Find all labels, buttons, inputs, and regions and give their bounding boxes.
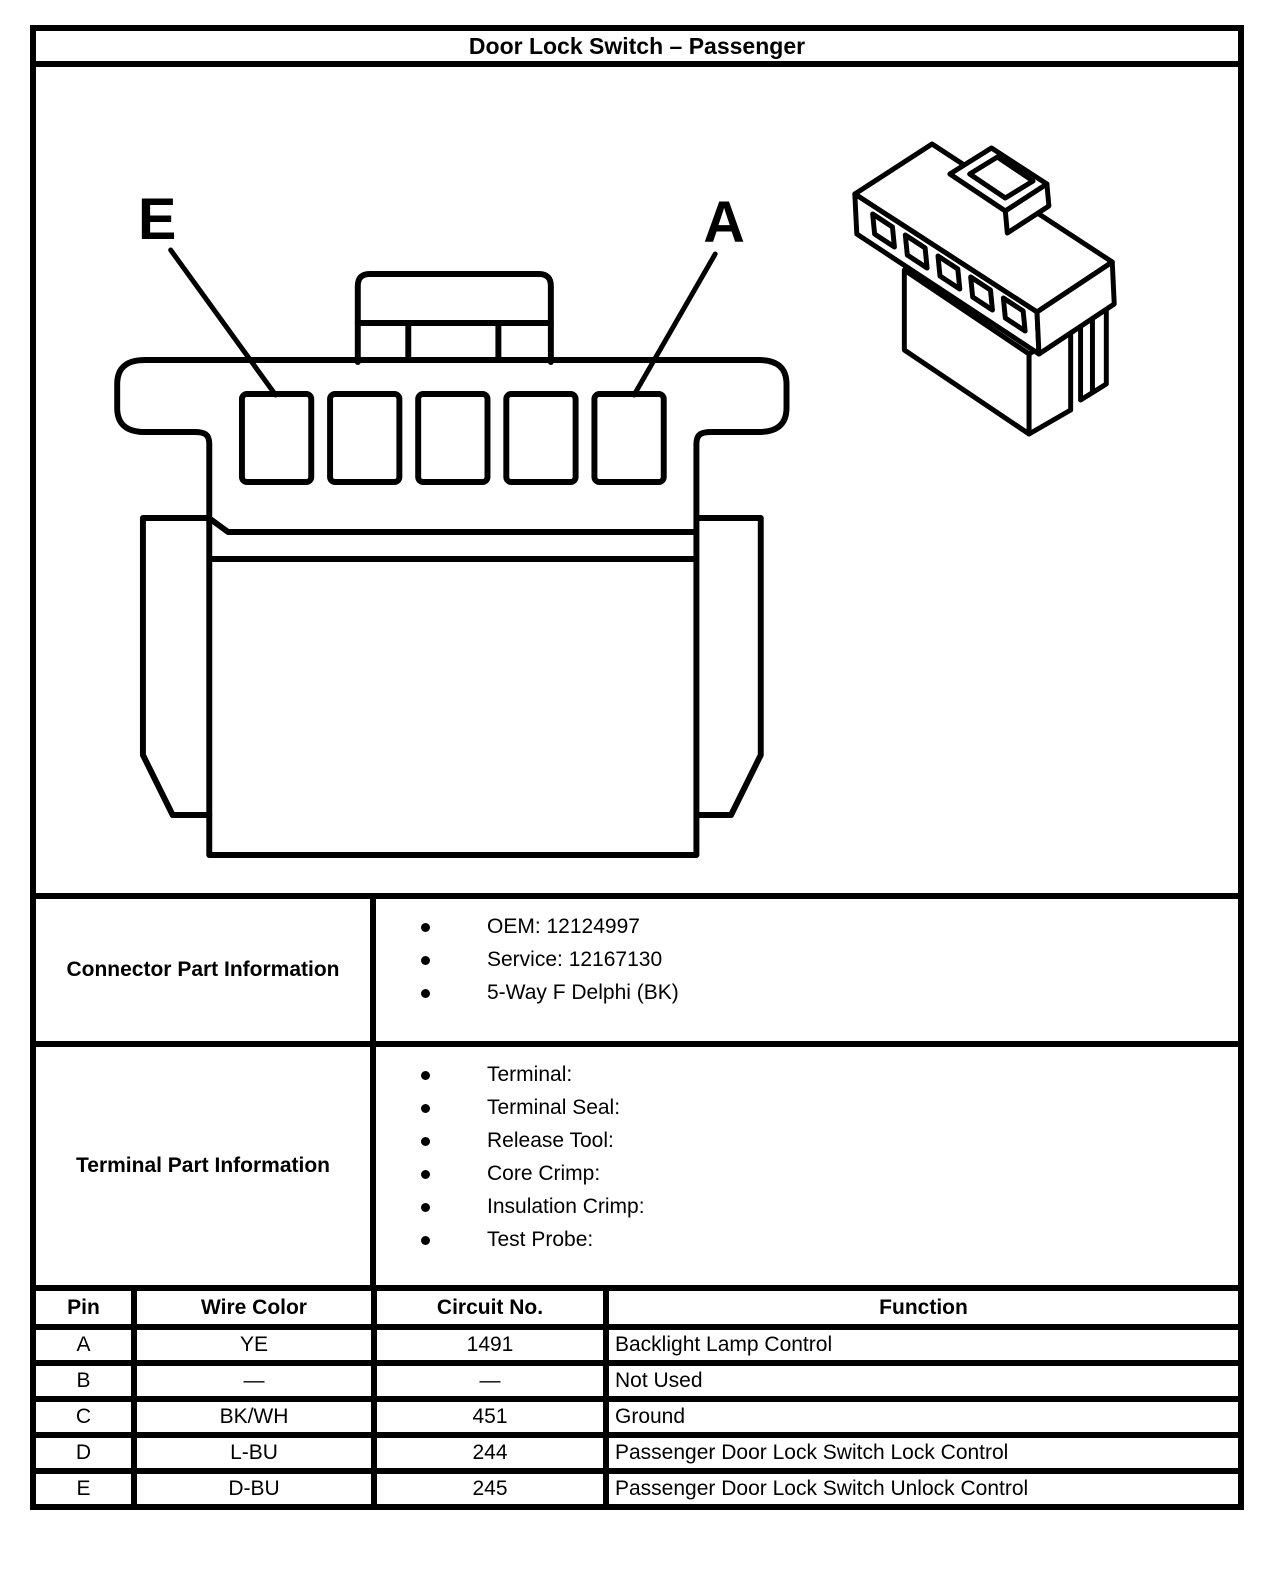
wire-color-cell: D-BU	[134, 1471, 374, 1507]
circuit-cell: 451	[374, 1399, 606, 1435]
list-item: Test Probe:	[377, 1223, 1237, 1256]
connector-body-outline	[117, 360, 786, 855]
side-wing-right	[696, 518, 760, 815]
column-header-pin: Pin	[33, 1288, 134, 1327]
list-item: Terminal Seal:	[377, 1091, 1237, 1124]
latch-tab-outline	[358, 274, 551, 362]
pin-cell: E	[33, 1471, 134, 1507]
wire-color-cell: BK/WH	[134, 1399, 374, 1435]
function-cell: Passenger Door Lock Switch Unlock Control	[606, 1471, 1241, 1507]
page-title: Door Lock Switch – Passenger	[468, 32, 806, 59]
connector-front-view-drawing	[117, 188, 786, 855]
pin-cell: D	[33, 1435, 134, 1471]
terminal-part-info-row	[33, 1044, 1241, 1288]
wire-color-cell: L-BU	[134, 1435, 374, 1471]
column-header-circuit-no: Circuit No.	[374, 1288, 606, 1327]
list-item: Service: 12167130	[377, 943, 1237, 976]
terminal-part-info-label: Terminal Part Information	[33, 1044, 373, 1288]
function-cell: Ground	[606, 1399, 1241, 1435]
table-row	[33, 1471, 1241, 1507]
function-cell: Passenger Door Lock Switch Lock Control	[606, 1435, 1241, 1471]
pinout-table	[30, 1285, 1244, 1510]
page-title-bar	[30, 25, 1244, 67]
connector-part-info-label: Connector Part Information	[33, 896, 373, 1044]
circuit-cell: 245	[374, 1471, 606, 1507]
terminal-slot-c	[418, 394, 487, 482]
list-item: Core Crimp:	[377, 1157, 1237, 1190]
terminal-part-info-content	[373, 1044, 1241, 1288]
terminal-slot-b	[506, 394, 575, 482]
list-item: OEM: 12124997	[377, 910, 1237, 943]
connector-part-info-list	[377, 910, 1237, 1009]
table-row	[33, 1399, 1241, 1435]
pin-cell: C	[33, 1399, 134, 1435]
pin-cell: A	[33, 1327, 134, 1363]
connector-diagram	[36, 67, 1238, 893]
pin-a-label: A	[703, 190, 745, 256]
pin-e-label: E	[137, 187, 177, 253]
side-wing-left	[143, 518, 209, 815]
terminal-slot-d	[330, 394, 399, 482]
terminal-part-info-list	[377, 1058, 1237, 1256]
function-cell: Backlight Lamp Control	[606, 1327, 1241, 1363]
terminal-slot-a	[594, 394, 663, 482]
list-item: Release Tool:	[377, 1124, 1237, 1157]
column-header-wire-color: Wire Color	[134, 1288, 374, 1327]
wire-color-cell: —	[134, 1363, 374, 1399]
function-cell: Not Used	[606, 1363, 1241, 1399]
list-item: Insulation Crimp:	[377, 1190, 1237, 1223]
circuit-cell: 1491	[374, 1327, 606, 1363]
list-item: Terminal:	[377, 1058, 1237, 1091]
list-item: 5-Way F Delphi (BK)	[377, 976, 1237, 1009]
circuit-cell: —	[374, 1363, 606, 1399]
table-row	[33, 1435, 1241, 1471]
column-header-function: Function	[606, 1288, 1241, 1327]
connector-part-info-row	[33, 896, 1241, 1044]
wire-color-cell: YE	[134, 1327, 374, 1363]
body-seam-line-upper	[210, 519, 694, 532]
connector-part-info-content	[373, 896, 1241, 1044]
pin-cell: B	[33, 1363, 134, 1399]
table-row	[33, 1363, 1241, 1399]
circuit-cell: 244	[374, 1435, 606, 1471]
leader-line-e	[171, 250, 276, 395]
pinout-header-row	[33, 1288, 1241, 1327]
connector-isometric-drawing	[855, 144, 1114, 434]
leader-line-a	[634, 254, 715, 395]
connector-diagram-cell	[30, 67, 1244, 899]
connector-sheet	[30, 25, 1244, 1510]
table-row	[33, 1327, 1241, 1363]
part-information-table	[30, 893, 1244, 1291]
terminal-slot-e	[242, 394, 311, 482]
